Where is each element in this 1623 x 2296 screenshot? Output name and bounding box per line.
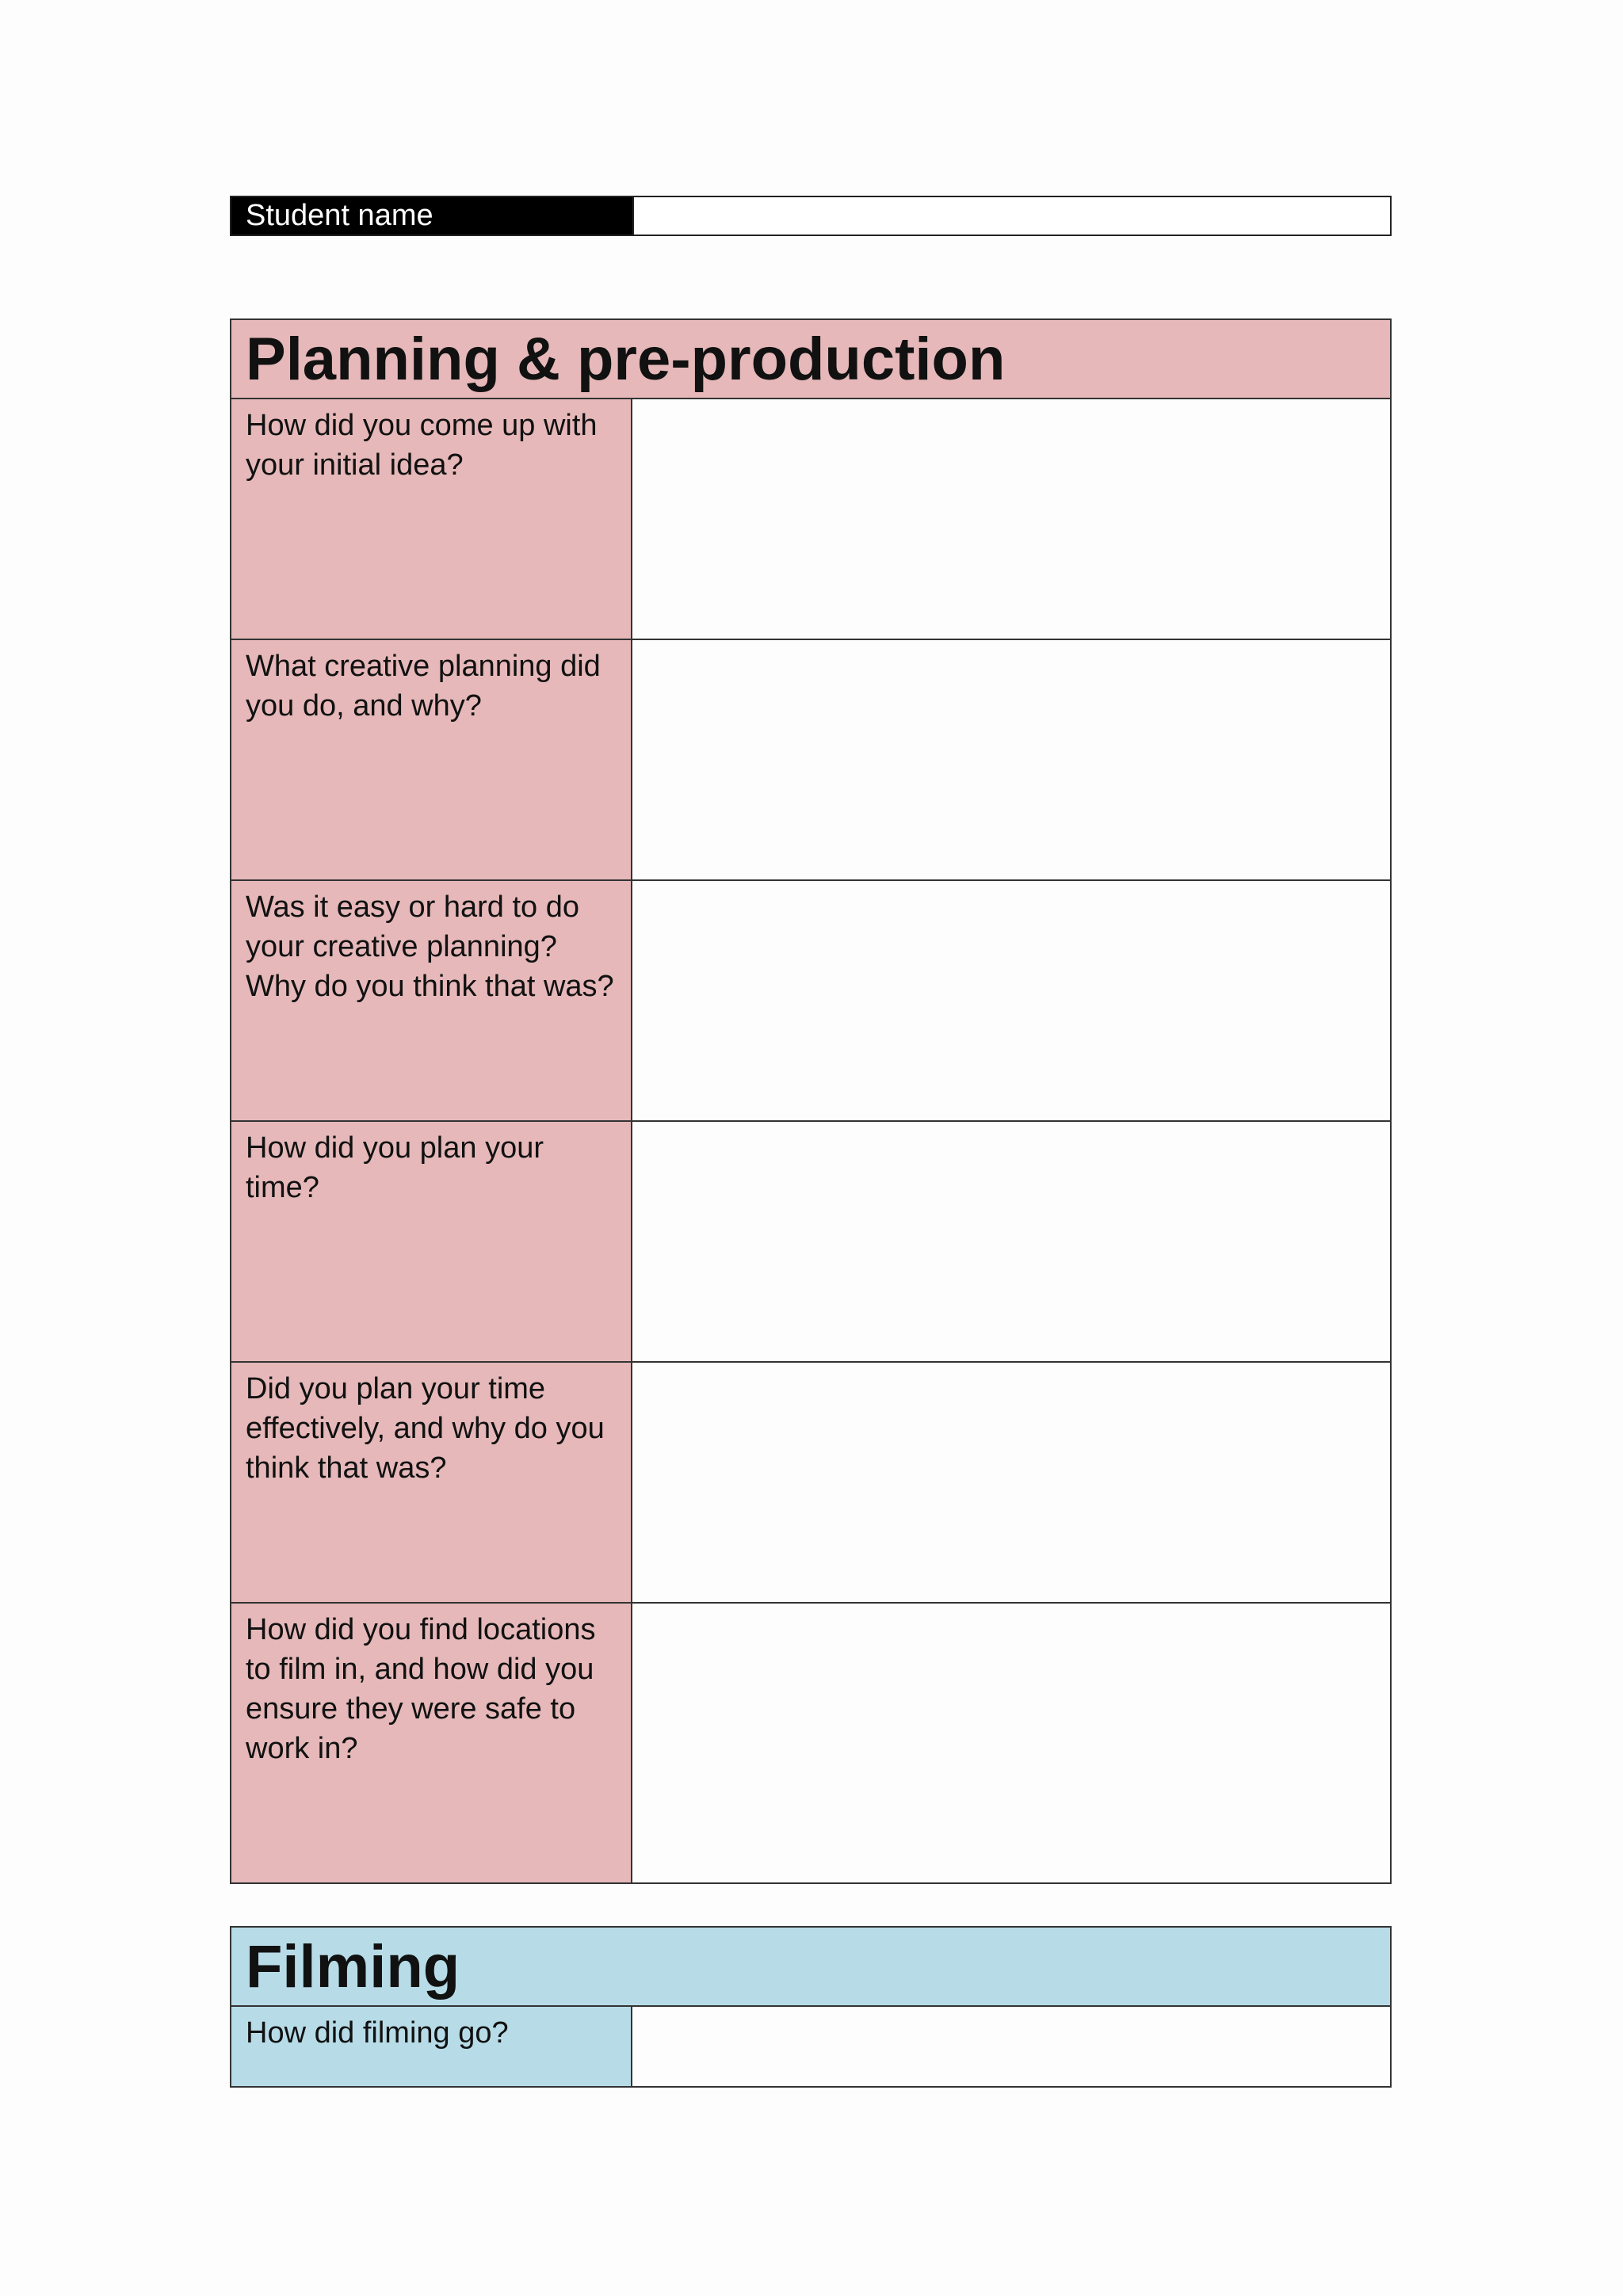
question-row xyxy=(231,640,1390,881)
question-row xyxy=(231,1363,1390,1604)
filming-section-title: Filming xyxy=(231,1928,1390,2007)
answer-field[interactable] xyxy=(632,1122,1390,1361)
question-label: Did you plan your time effectively, and why do you think that was? xyxy=(231,1363,632,1602)
answer-field[interactable] xyxy=(632,1363,1390,1602)
question-label: How did you come up with your initial idea? xyxy=(231,399,632,639)
question-row xyxy=(231,1604,1390,1882)
planning-section xyxy=(230,318,1392,1884)
student-name-label: Student name xyxy=(231,197,632,235)
question-row xyxy=(231,2007,1390,2086)
planning-section-title: Planning & pre-production xyxy=(231,320,1390,399)
student-name-field[interactable] xyxy=(632,197,1390,235)
answer-field[interactable] xyxy=(632,399,1390,639)
answer-field[interactable] xyxy=(632,2007,1390,2086)
student-name-row xyxy=(230,196,1392,236)
answer-field[interactable] xyxy=(632,1604,1390,1882)
answer-field[interactable] xyxy=(632,881,1390,1120)
answer-field[interactable] xyxy=(632,640,1390,879)
filming-section xyxy=(230,1926,1392,2088)
question-label: How did filming go? xyxy=(231,2007,632,2086)
question-label: What creative planning did you do, and why? xyxy=(231,640,632,879)
question-label: How did you find locations to film in, and how did you ensure they were safe to work in? xyxy=(231,1604,632,1882)
question-row xyxy=(231,881,1390,1122)
question-row xyxy=(231,1122,1390,1363)
question-row xyxy=(231,399,1390,640)
question-label: Was it easy or hard to do your creative planning? Why do you think that was? xyxy=(231,881,632,1120)
question-label: How did you plan your time? xyxy=(231,1122,632,1361)
